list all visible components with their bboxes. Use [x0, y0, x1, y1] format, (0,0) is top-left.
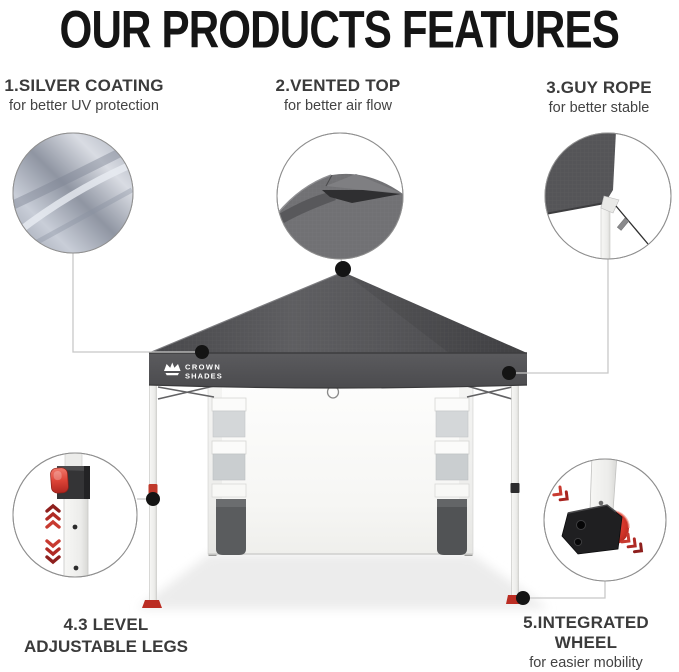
brand-name-line1: CROWN	[185, 362, 222, 372]
wheel-bracket	[562, 505, 622, 554]
anchor-dot	[146, 492, 160, 506]
feature-3-guy-rope	[518, 78, 679, 117]
anchor-dot	[335, 261, 351, 277]
page-title	[0, 0, 679, 60]
weight-bag-left	[216, 499, 246, 555]
callout-guy-rope	[545, 131, 671, 262]
feature-5-heading: 5.INTEGRATED WHEEL	[523, 613, 649, 653]
canopy-top	[149, 272, 527, 388]
feature-4-subheading: ADJUSTABLE LEGS	[23, 637, 189, 657]
connector-line-silver	[73, 253, 196, 352]
callout-adjustable-legs	[13, 453, 137, 578]
leg-foot	[142, 600, 162, 608]
connector-line-guy-rope	[515, 259, 608, 373]
feature-5-integrated-wheel	[492, 613, 679, 672]
connector-line-wheel	[529, 581, 605, 598]
feature-2-vented-top	[252, 76, 424, 115]
anchor-dot	[502, 366, 516, 380]
feature-5-subheading: for easier mobility	[529, 655, 643, 672]
feature-4-heading: 4.3 LEVEL	[63, 615, 149, 634]
sidewall	[208, 384, 473, 555]
red-push-button	[50, 467, 69, 493]
anchor-dot	[195, 345, 209, 359]
front-right-leg	[506, 384, 527, 604]
adjustment-hole	[73, 525, 78, 530]
feature-3-heading: 3.GUY ROPE	[546, 78, 652, 97]
corner-leg	[601, 206, 610, 262]
wheel-leg-pole	[590, 455, 617, 511]
crown-icon	[164, 363, 181, 376]
feature-2-subheading: for better air flow	[284, 98, 392, 115]
callout-vented-top	[277, 133, 403, 260]
feature-1-heading: 1.SILVER COATING	[4, 76, 164, 95]
feature-1-subheading: for better UV protection	[9, 98, 159, 115]
callout-silver-coating	[13, 133, 133, 253]
callout-integrated-wheel	[544, 455, 666, 581]
leg-strap	[511, 483, 520, 493]
feature-3-subheading: for better stable	[548, 100, 650, 117]
feature-4-adjustable-legs	[8, 615, 204, 657]
anchor-dot	[516, 591, 530, 605]
brand-name-line2: SHADES	[185, 371, 223, 381]
adjustment-hole	[74, 566, 79, 571]
page-title-text: OUR PRODUCTS FEATURES	[59, 1, 620, 60]
feature-2-heading: 2.VENTED TOP	[275, 76, 401, 95]
ground-shadow	[137, 554, 549, 609]
pole-hole	[599, 501, 604, 506]
feature-1-silver-coating	[0, 76, 168, 115]
weight-bag-right	[437, 499, 467, 555]
